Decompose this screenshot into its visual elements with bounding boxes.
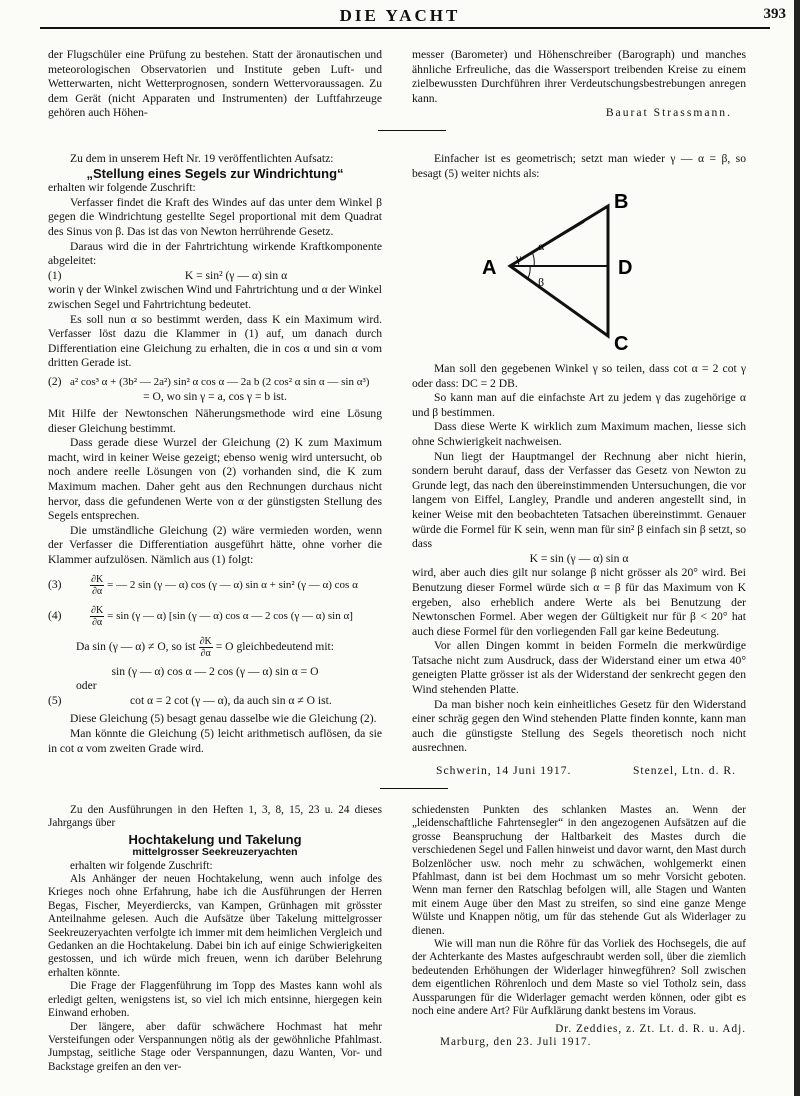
equation-body: K = sin (γ — α) sin α bbox=[529, 551, 629, 565]
paragraph: Einfacher ist es geometrisch; setzt man wieder γ — α = β, so besagt (5) weiter nichts als: bbox=[412, 152, 746, 180]
paragraph: Man soll den gegebenen Winkel γ so teilen, dass cot α = 2 cot γ oder dass: DC = 2 DB. bbox=[412, 362, 746, 390]
label-beta: β bbox=[538, 275, 545, 289]
paragraph: Die Frage der Flaggenführung im Topp des Mastes kann wohl als erledigt gelten, wenigstens ist, so viel ich mich entsinne, hiergegen kein Einwand erhoben. bbox=[48, 980, 382, 1020]
page-number: 393 bbox=[763, 6, 786, 22]
paragraph: Dass diese Werte K wirklich zum Maximum machen, liesse sich ohne Schwierigkeit nachweisen. bbox=[412, 420, 746, 448]
arc-beta bbox=[528, 266, 530, 278]
paragraph: Dass gerade diese Wurzel der Gleichung (2) K zum Maximum macht, wird in keiner Weise gezeigt; ebenso wenig wird untersucht, ob noch andere reelle Lösungen von (2) vorhanden sind, die K zum Maximum machen. Daher geht aus den Rechnungen durchaus nicht hervor, dass die gefundenen Werte von α der günstigsten Stellung des Segels entsprechen. bbox=[48, 436, 382, 523]
article-intro: Zu den Ausführungen in den Heften 1, 3, 8, 15, 23 u. 24 dieses Jahrgangs über bbox=[48, 804, 382, 830]
place-date: Marburg, den 23. Juli 1917. bbox=[440, 1035, 592, 1048]
arc-alpha bbox=[532, 252, 534, 266]
received-line: erhalten wir folgende Zuschrift: bbox=[70, 859, 213, 872]
separator-rule bbox=[380, 788, 448, 789]
equation-condition bbox=[48, 636, 382, 659]
article-segel-left bbox=[48, 152, 382, 756]
label-b: B bbox=[614, 191, 629, 213]
equation-body: sin (γ — α) cos α — 2 cos (γ — α) sin α = O bbox=[111, 664, 319, 678]
paragraph: Es soll nun α so bestimmt werden, dass K ein Maximum wird. Verfasser löst dazu die Klammer in (1) auf, um danach durch Differentiation eine Gleichung zu erhalten, die in cos α und sin α vom dritten Gerade ist. bbox=[48, 312, 382, 370]
paragraph: Als Anhänger der neuen Hochtakelung, wenn auch infolge des Krieges noch ohne Erfahrung, habe ich die Ausführungen der Herren Begas, Fischer, Meyerdiercks, van Kampen, Grünhagen mit grösster Anteilnahme gelesen. Auch die Aufsätze über Takelung mittelgrosser Seekreuzeryachten verfolgte ich immer mit dem heimlichen Vergleich und Gedanken an die Hochtakelung. Dabei bin ich auf einige Schwierigkeiten gestossen, und ich würde mich freuen, wenn ich darüber Belehrung erhalten könnte. bbox=[48, 873, 382, 979]
paragraph: Nun liegt der Hauptmangel der Rechnung aber nicht hierin, sondern beruht darauf, dass der Verfasser das Gesetz von Newton zu Grunde legt, das nach den übereinstimmenden Untersuchungen, die vor langem von Eiffel, Langley, Prandle und anderen angestellt sind, in keiner Weise mit den beobachteten Tatsachen übereinstimmt. Genauer würde die Formel für K sein, wenn man für sin² β einfach sin β setzt, so dass bbox=[412, 449, 746, 551]
equation-text: = O gleichbedeutend mit: bbox=[215, 639, 334, 653]
equation-body: K = sin² (γ — α) sin α bbox=[184, 268, 288, 282]
label-alpha: α bbox=[538, 239, 545, 253]
paragraph: Diese Gleichung (5) besagt genau dasselbe wie die Gleichung (2). bbox=[70, 712, 377, 726]
paragraph: messer (Barometer) und Höhenschreiber (Barograph) und manches ähnliche Erfreuliche, das die Wassersport treibenden Kreise zu einem zielbewussten Durchführen ihrer Verdeutschungsbestrebungen anregen kann. bbox=[412, 48, 746, 105]
received-line: erhalten wir folgende Zuschrift: bbox=[48, 181, 196, 195]
equation-5 bbox=[48, 694, 382, 709]
equation-number: (5) bbox=[48, 693, 62, 707]
paragraph: worin γ der Winkel zwischen Wind und Fahrtrichtung und α der Winkel zwischen Segel und Fahrtrichtung bedeutet. bbox=[48, 283, 382, 311]
equation-1 bbox=[48, 269, 382, 284]
article-title: „Stellung eines Segels zur Windrichtung“ bbox=[86, 165, 344, 181]
label-gamma: γ bbox=[516, 251, 522, 265]
equation-continuation: = O, wo sin γ = a, cos γ = b ist. bbox=[143, 389, 287, 403]
scan-edge bbox=[794, 0, 800, 1096]
derivative-fraction bbox=[90, 574, 104, 597]
article-subtitle: mittelgrosser Seekreuzeryachten bbox=[132, 846, 298, 859]
paragraph: Vor allen Dingen kommt in beiden Formeln die merkwürdige Tatsache nicht zum Ausdruck, dass der Widerstand einer um etwa 40° geneigten Platte grösser ist als der Widerstand der senkrecht gegen den Wind stehenden Platte. bbox=[412, 639, 746, 697]
article-hochtakelung-left bbox=[48, 804, 382, 1074]
triangle-figure bbox=[480, 186, 650, 356]
fraction-numerator: ∂K bbox=[91, 573, 104, 585]
article-segel-right bbox=[412, 362, 746, 779]
label-c: C bbox=[614, 333, 629, 355]
article-hochtakelung-right bbox=[412, 804, 746, 1049]
equation-body: = — 2 sin (γ — α) cos (γ — α) sin α + sin² (γ — α) cos α bbox=[107, 578, 358, 591]
header-rule bbox=[40, 27, 770, 29]
fraction-numerator: ∂K bbox=[199, 635, 212, 647]
equation-text: Da sin (γ — α) ≠ O, so ist bbox=[76, 639, 196, 653]
page-header bbox=[0, 4, 800, 26]
oder-label: oder bbox=[76, 679, 97, 693]
equation-number: (2) bbox=[48, 374, 62, 388]
signature-row bbox=[412, 764, 746, 779]
derivative-fraction bbox=[90, 605, 104, 628]
fraction-denominator: ∂α bbox=[91, 585, 103, 597]
equation-number: (4) bbox=[48, 608, 62, 622]
top-left-continuation bbox=[48, 48, 382, 121]
fraction-denominator: ∂α bbox=[91, 616, 103, 628]
article-segel-right-top bbox=[412, 152, 746, 181]
label-d: D bbox=[618, 257, 633, 279]
separator-rule bbox=[378, 130, 446, 131]
top-right-continuation bbox=[412, 48, 746, 121]
equation-body: cot α = 2 cot (γ — α), da auch sin α ≠ O ist. bbox=[130, 693, 332, 707]
equation-number: (1) bbox=[48, 268, 62, 282]
paragraph: wird, aber auch dies gilt nur solange β nicht grösser als 20° wird. Bei Benutzung dieser Formel würde sich α = β für das Maximum von K ergeben, also erheblich andere Werte als bei Benutzung der Newtonschen Formel. Aber wegen der Gültigkeit nur für β < 20° hat auch diese Formel für den vorliegenden Fall gar keine Bedeutung. bbox=[412, 566, 746, 638]
equation-number: (3) bbox=[48, 577, 62, 591]
fraction-denominator: ∂α bbox=[200, 647, 211, 659]
place-date: Schwerin, 14 Juni 1917. bbox=[436, 764, 572, 778]
signature: Baurat Strassmann. bbox=[605, 106, 732, 120]
paragraph: schiedensten Punkten des schlanken Mastes an. Wenn der „leidenschaftliche Fahrtensegler“ in den angezogenen Aufsätzen auf die grosse Beanspruchung der Haltbarkeit des Mastes durch die verschiedenen Segel und Fallen hinweist und davor warnt, den Mast durch Bolzenlöcher usw. noch mehr zu schwächen, wohlgemerkt einen Pfahlmast, dann ist bei dem Hochmast um so mehr Vorsicht geboten. Wenn man ferner den Ratschlag befolgen will, alle Stagen und Wanten mit einem Auge über den Mast zu streifen, so sind eine ganze Menge Wülste und Knappen nötig, um für das stehende Gut als Widerlager zu dienen. bbox=[412, 804, 746, 937]
article-title: Hochtakelung und Takelung bbox=[128, 831, 302, 847]
signature: Dr. Zeddies, z. Zt. Lt. d. R. u. Adj. bbox=[555, 1022, 746, 1035]
paragraph: Wie will man nun die Röhre für das Vorliek des Hochsegels, die auf der Achterkante des Mastes aufgeschraubt werden soll, über die ziemlich bedeutenden Erhöhungen der Widerlager hinwegführen? Soll zwischen dem eigentlichen Röhrenloch und dem Maste so viel Totholz sein, dass Aussparungen für die Widerlager gemacht werden können, oder gibt es noch eine andere Art? Für Aufklärung dankt bestens im Voraus. bbox=[412, 938, 746, 1018]
paragraph: Verfasser findet die Kraft des Windes auf das unter dem Winkel β gegen die Windrichtung gestellte Segel proportional mit dem Quadrat des Sinus von β. Das ist das von Newton herrührende Gesetz. bbox=[48, 195, 382, 238]
paragraph: Man könnte die Gleichung (5) leicht arithmetisch auflösen, da sie in cot α vom zweiten Grade wird. bbox=[48, 727, 382, 755]
equation-3 bbox=[48, 574, 382, 597]
paragraph: Mit Hilfe der Newtonschen Näherungsmethode wird eine Lösung dieser Gleichung bestimmt. bbox=[48, 407, 382, 435]
paragraph: Die umständliche Gleichung (2) wäre vermieden worden, wenn der Verfasser die Differentiation ausgeführt hätte, ohne vorher die Klammer aufzulösen. Nämlich aus (1) folgt: bbox=[48, 523, 382, 567]
article-intro: Zu dem in unserem Heft Nr. 19 veröffentlichten Aufsatz: bbox=[70, 152, 334, 165]
triangle-outline bbox=[510, 206, 608, 336]
equation-body: = sin (γ — α) [sin (γ — α) cos α — 2 cos (γ — α) sin α] bbox=[107, 609, 353, 622]
equation-4 bbox=[48, 605, 382, 628]
fraction-numerator: ∂K bbox=[91, 604, 104, 616]
label-a: A bbox=[482, 257, 497, 279]
paragraph: Der längere, aber dafür schwächere Hochmast hat mehr Versteifungen oder Verspannungen nötig als der gewöhnliche Pfahlmast. Jumpstag, seitliche Stage oder Verspannungen, dazu Wanten, Vor- und Backstage greifen an den ver- bbox=[48, 1020, 382, 1073]
equation-2 bbox=[48, 375, 382, 390]
paragraph: der Flugschüler eine Prüfung zu bestehen. Statt der äronautischen und meteorologischen Observatorien und Institute geben Luft- und Wetterwarten, nicht Wetterprognosen, sondern Wettervoraussagen. Zu dem Gerät (nicht Apparaten und Instrumenten) der Luftfahrzeuge gehören auch Höhen- bbox=[48, 48, 382, 120]
paragraph: So kann man auf die einfachste Art zu jedem γ das zugehörige α und β bestimmen. bbox=[412, 391, 746, 419]
signature: Stenzel, Ltn. d. R. bbox=[632, 764, 736, 778]
running-title: DIE YACHT bbox=[339, 6, 461, 25]
derivative-fraction bbox=[199, 636, 213, 659]
equation-body: a² cos³ α + (3b² — 2a²) sin² α cos α — 2a b (2 cos² α sin α — sin α³) bbox=[70, 375, 370, 388]
paragraph: Da man bisher noch kein einheitliches Gesetz für den Widerstand einer schräg gegen den Wind stehenden Platte finden konnte, kann man auch die günstigste Stellung des Segels theoretisch noch nicht ausrechnen. bbox=[412, 697, 746, 755]
paragraph: Daraus wird die in der Fahrtrichtung wirkende Kraftkomponente abgeleitet: bbox=[48, 239, 382, 268]
